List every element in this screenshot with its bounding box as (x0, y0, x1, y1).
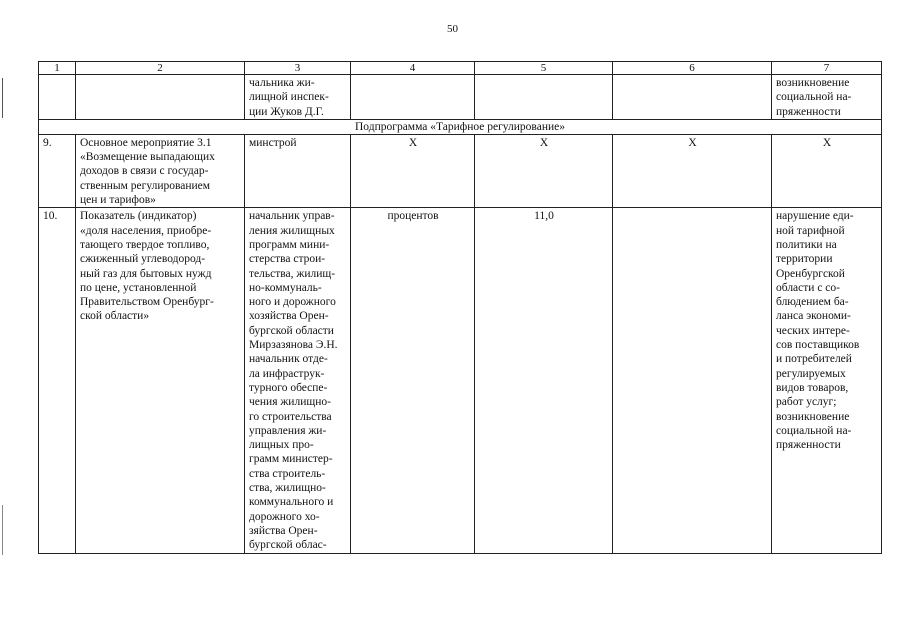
cell-number: 9. (39, 134, 76, 207)
cell-name: Показатель (индикатор) «доля населения, приобре- тающего твердое топливо, сжиженный углеводород- ный газ для бытовых нужд по цене, установленной Правительством Оренбург- ской области» (76, 208, 245, 554)
table-row-continuation (39, 75, 882, 120)
cell-risk: нарушение еди- ной тарифной политики на территории Оренбургской области с со- блюдением ба- ланса экономи- ческих интере- сов поставщиков и потребителей регулируемых видов товаров, работ услуг; возникновение социальной на- пряженности (772, 208, 882, 554)
cell-responsible: минстрой (245, 134, 351, 207)
cell-name: Основное мероприятие 3.1 «Возмещение выпадающих доходов в связи с государ- ственным регулированием цен и тарифов» (76, 134, 245, 207)
column-number: 7 (772, 62, 882, 75)
column-number: 6 (613, 62, 772, 75)
document-table (38, 61, 882, 554)
scan-edge-mark (2, 78, 3, 118)
column-number: 1 (39, 62, 76, 75)
cell-col4: X (351, 134, 475, 207)
cell-col6: X (613, 134, 772, 207)
column-number: 4 (351, 62, 475, 75)
subprogram-title: Подпрограмма «Тарифное регулирование» (39, 119, 882, 134)
cell-unit: процентов (351, 208, 475, 554)
subprogram-row (39, 119, 882, 134)
column-number: 2 (76, 62, 245, 75)
scan-edge-mark (2, 505, 3, 555)
column-number: 5 (475, 62, 613, 75)
table-row-9 (39, 134, 882, 207)
cell-number: 10. (39, 208, 76, 554)
cell-col6 (613, 208, 772, 554)
cell-name (76, 75, 245, 120)
cell-risk: возникновение социальной на- пряженности (772, 75, 882, 120)
column-number: 3 (245, 62, 351, 75)
cell-number (39, 75, 76, 120)
cell-col6 (613, 75, 772, 120)
cell-col5: X (475, 134, 613, 207)
page-number: 50 (447, 23, 458, 35)
cell-responsible: чальника жи- лищной инспек- ции Жуков Д.Г. (245, 75, 351, 120)
cell-responsible: начальник управ- ления жилищных программ мини- стерства строи- тельства, жилищ- но-коммуналь- ного и дорожного хозяйства Орен- бургской области Мирзазянова Э.Н. начальник отде- ла инфраструк- турного обеспе- чения жилищно- го строительства управления жи- лищных про- грамм министер- ства строитель- ства, жилищно- коммунального и дорожного хо- зяйства Орен- бургской облас- (245, 208, 351, 554)
table-row-10 (39, 208, 882, 554)
cell-col7: X (772, 134, 882, 207)
cell-col5 (475, 75, 613, 120)
cell-value: 11,0 (475, 208, 613, 554)
cell-col4 (351, 75, 475, 120)
column-number-row (39, 62, 882, 75)
